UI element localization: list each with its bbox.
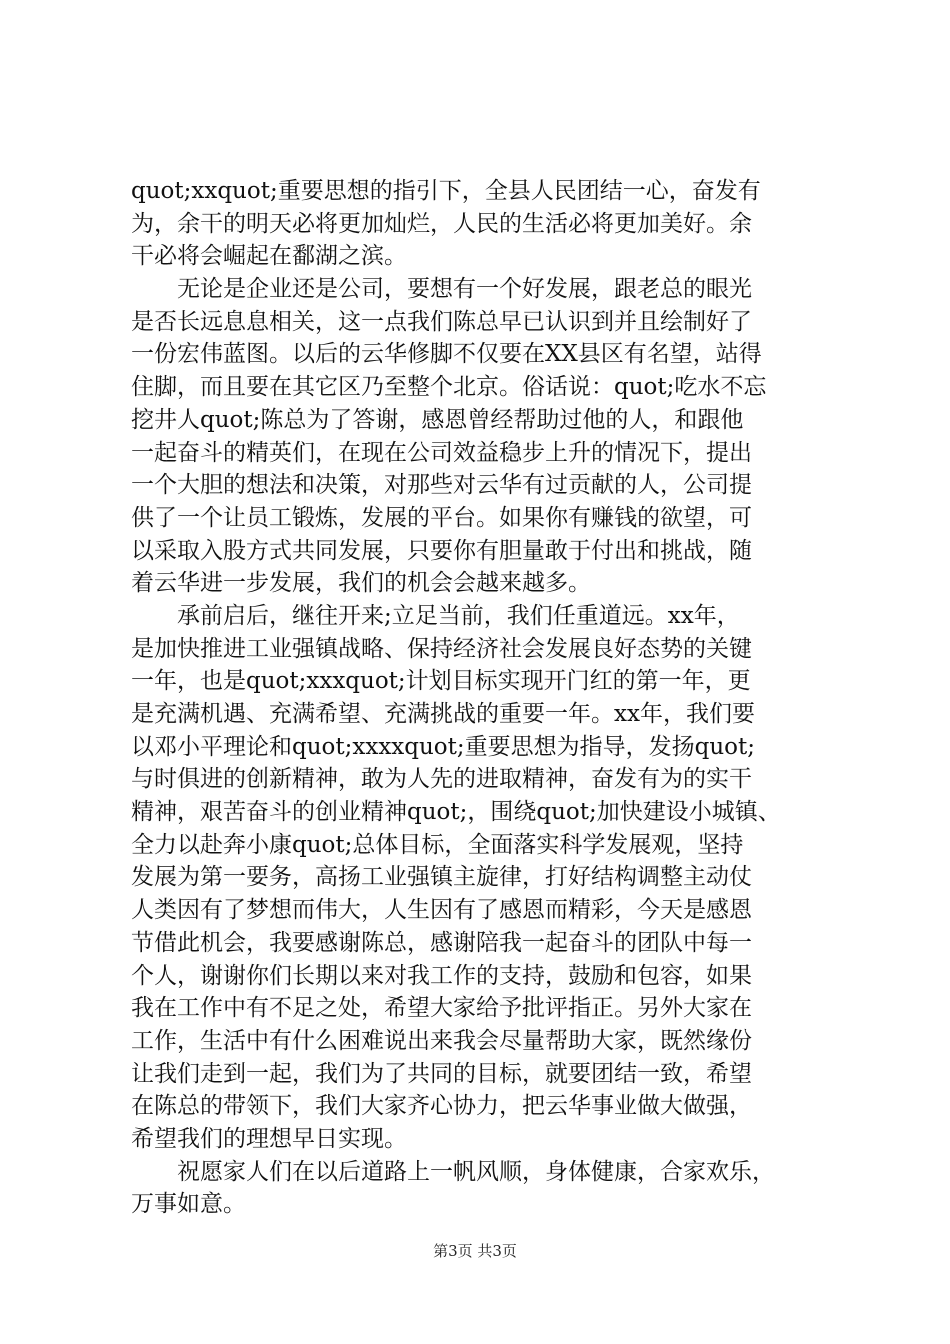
text-line: 承前启后，继往开来;立足当前，我们任重道远。xx年， [131,602,740,629]
text-line: 一年，也是quot;xxxquot;计划目标实现开门红的第一年，更 [131,668,751,695]
text-line: 是否长远息息相关，这一点我们陈总早已认识到并且绘制好了 [131,308,752,335]
text-line: 是加快推进工业强镇战略、保持经济社会发展良好态势的关键 [131,635,752,662]
text-line: 希望我们的理想早日实现。 [131,1125,407,1152]
text-line: 与时俱进的创新精神，敢为人先的进取精神，奋发有为的实干 [131,766,752,793]
text-line: 我在工作中有不足之处，希望大家给予批评指正。另外大家在 [131,995,752,1022]
text-line: 着云华进一步发展，我们的机会会越来越多。 [131,570,591,597]
text-line: 节借此机会，我要感谢陈总，感谢陪我一起奋斗的团队中每一 [131,929,752,956]
text-line: 万事如意。 [131,1191,246,1218]
body-text [131,175,831,1221]
text-line: 是充满机遇、充满希望、充满挑战的重要一年。xx年，我们要 [131,701,755,727]
text-line: 一份宏伟蓝图。以后的云华修脚不仅要在XX县区有名望，站得 [131,341,762,368]
text-line: 发展为第一要务，高扬工业强镇主旋律，打好结构调整主动仗 [131,864,752,891]
text-line: 一起奋斗的精英们，在现在公司效益稳步上升的情况下，提出 [131,439,752,466]
text-line: 精神，艰苦奋斗的创业精神quot;，围绕quot;加快建设小城镇、 [131,799,781,826]
text-line: quot;xxquot;重要思想的指引下，全县人民团结一心，奋发有 [131,178,761,204]
text-line: 为，余干的明天必将更加灿烂，人民的生活必将更加美好。余 [131,210,752,237]
text-line: 供了一个让员工锻炼，发展的平台。如果你有赚钱的欲望，可 [131,504,752,531]
text-line: 工作，生活中有什么困难说出来我会尽量帮助大家，既然缘份 [131,1027,752,1054]
text-line: 在陈总的带领下，我们大家齐心协力，把云华事业做大做强， [131,1093,752,1120]
text-line: 以采取入股方式共同发展，只要你有胆量敢于付出和挑战，随 [131,537,752,564]
text-line: 干必将会崛起在鄱湖之滨。 [131,243,407,270]
text-line: 挖井人quot;陈总为了答谢，感恩曾经帮助过他的人，和跟他 [131,406,744,433]
text-line: 住脚，而且要在其它区乃至整个北京。俗话说：quot;吃水不忘 [131,374,767,401]
text-line: 全力以赴奔小康quot;总体目标，全面落实科学发展观，坚持 [131,831,744,858]
text-line: 无论是企业还是公司，要想有一个好发展，跟老总的眼光 [131,276,752,303]
text-line: 让我们走到一起，我们为了共同的目标，就要团结一致，希望 [131,1060,752,1087]
page-footer: 第3页 共3页 [433,1242,517,1260]
text-line: 个人，谢谢你们长期以来对我工作的支持，鼓励和包容，如果 [131,962,752,989]
text-line: 人类因有了梦想而伟大，人生因有了感恩而精彩，今天是感恩 [131,897,752,924]
text-line: 祝愿家人们在以后道路上一帆风顺，身体健康，合家欢乐， [131,1158,775,1185]
text-line: 一个大胆的想法和决策，对那些对云华有过贡献的人，公司提 [131,472,752,499]
text-line: 以邓小平理论和quot;xxxxquot;重要思想为指导，发扬quot; [131,733,756,760]
